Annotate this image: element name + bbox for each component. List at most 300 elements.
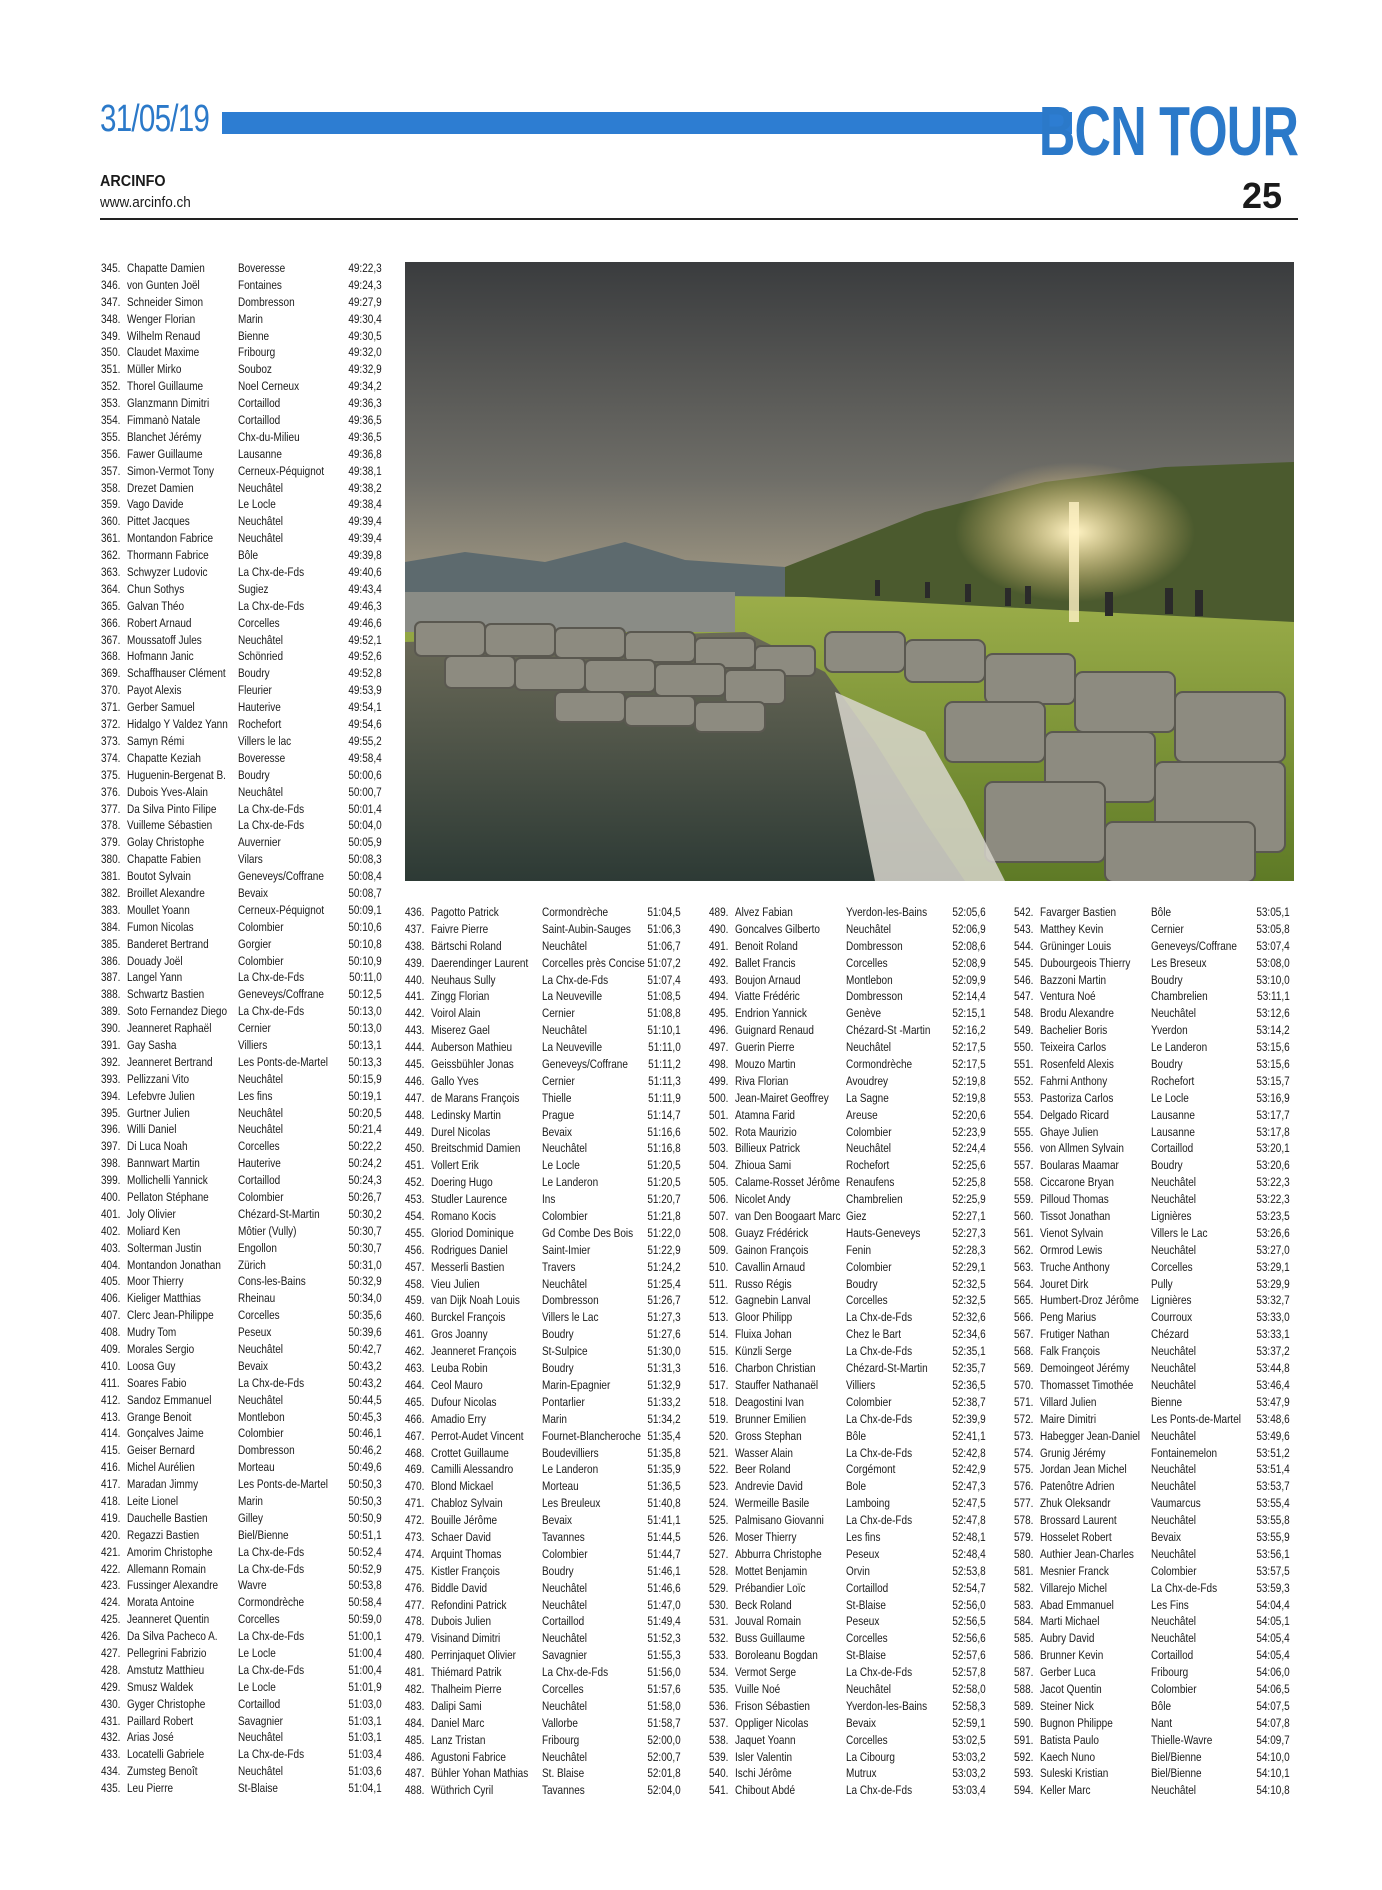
result-row — [101, 1375, 382, 1392]
result-row — [405, 1107, 681, 1124]
result-name: Da Silva Pinto Filipe — [127, 801, 217, 816]
result-name: van Den Boogaart Marc — [735, 1209, 841, 1224]
result-row — [101, 311, 382, 328]
result-city: Fontaines — [238, 277, 282, 292]
result-row — [405, 1732, 681, 1749]
result-city: Neuchâtel — [238, 1764, 284, 1779]
result-rank: 497. — [709, 1040, 729, 1055]
result-row — [101, 496, 382, 513]
result-name: Gonçalves Jaime — [127, 1426, 204, 1441]
result-rank: 367. — [101, 632, 121, 647]
result-row — [709, 1107, 986, 1124]
result-row — [405, 955, 681, 972]
result-rank: 464. — [405, 1377, 425, 1392]
result-city: La Chx-de-Fds — [846, 1344, 913, 1359]
result-name: Hosselet Robert — [1040, 1529, 1112, 1544]
result-rank: 368. — [101, 649, 121, 664]
result-rank: 473. — [405, 1529, 425, 1544]
result-row — [709, 1191, 986, 1208]
result-row — [101, 598, 382, 615]
result-row — [1014, 1428, 1290, 1445]
result-row — [101, 530, 382, 547]
result-row — [709, 1309, 986, 1326]
result-name: Dauchelle Bastien — [127, 1510, 208, 1525]
result-time: 52:16,2 — [952, 1023, 986, 1038]
result-rank: 586. — [1014, 1648, 1034, 1663]
result-rank: 349. — [101, 328, 121, 343]
result-row — [405, 1140, 681, 1157]
result-row — [101, 1628, 382, 1645]
result-name: Habegger Jean-Daniel — [1040, 1428, 1141, 1443]
result-time: 51:47,0 — [647, 1597, 681, 1612]
result-row — [1014, 1749, 1290, 1766]
result-row — [1014, 1276, 1290, 1293]
result-time: 52:48,4 — [952, 1546, 986, 1561]
result-name: Bugnon Philippe — [1040, 1715, 1113, 1730]
result-city: Cormondrèche — [846, 1057, 913, 1072]
result-city: Bôle — [1151, 1698, 1172, 1713]
result-city: Thielle — [542, 1090, 572, 1105]
result-city: La Cibourg — [846, 1749, 895, 1764]
result-time: 53:14,2 — [1256, 1023, 1290, 1038]
result-rank: 406. — [101, 1291, 121, 1306]
result-rank: 415. — [101, 1443, 121, 1458]
result-row — [709, 1461, 986, 1478]
result-name: Payot Alexis — [127, 683, 182, 698]
result-name: Pilloud Thomas — [1040, 1192, 1109, 1207]
result-city: La Chx-de-Fds — [238, 970, 305, 985]
result-name: Gallo Yves — [431, 1073, 479, 1088]
result-city: Gorgier — [238, 936, 272, 951]
result-rank: 381. — [101, 869, 121, 884]
result-city: Vaumarcus — [1151, 1496, 1201, 1511]
result-row — [1014, 1597, 1290, 1614]
result-row — [405, 1276, 681, 1293]
result-time: 49:30,4 — [348, 311, 382, 326]
result-name: Dufour Nicolas — [431, 1394, 497, 1409]
result-row — [1014, 1343, 1290, 1360]
result-row — [101, 1257, 382, 1274]
result-rank: 479. — [405, 1631, 425, 1646]
result-rank: 588. — [1014, 1681, 1034, 1696]
result-rank: 385. — [101, 936, 121, 951]
result-row — [101, 581, 382, 598]
result-rank: 463. — [405, 1361, 425, 1376]
result-row — [1014, 1411, 1290, 1428]
result-time: 52:59,1 — [952, 1715, 986, 1730]
result-name: Simon-Vermot Tony — [127, 463, 215, 478]
result-row — [709, 938, 986, 955]
result-name: Schneider Simon — [127, 294, 204, 309]
result-time: 54:09,7 — [1256, 1732, 1290, 1747]
result-time: 53:03,2 — [952, 1766, 986, 1781]
result-row — [101, 919, 382, 936]
result-rank: 361. — [101, 531, 121, 546]
result-name: Fussinger Alexandre — [127, 1578, 219, 1593]
result-time: 50:01,4 — [348, 801, 382, 816]
result-name: Bühler Yohan Mathias — [431, 1766, 529, 1781]
result-city: Cernier — [238, 1021, 271, 1036]
result-name: Zhuk Oleksandr — [1040, 1496, 1111, 1511]
result-name: Jaquet Yoann — [735, 1732, 796, 1747]
result-name: Regazzi Bastien — [127, 1527, 200, 1542]
result-city: Villers le lac — [238, 733, 292, 748]
result-rank: 590. — [1014, 1715, 1034, 1730]
result-rank: 589. — [1014, 1698, 1034, 1713]
result-city: Les Ponts-de-Martel — [1151, 1411, 1241, 1426]
result-name: Gerber Luca — [1040, 1665, 1096, 1680]
result-time: 52:58,3 — [952, 1698, 986, 1713]
result-name: Delgado Ricard — [1040, 1107, 1109, 1122]
result-rank: 556. — [1014, 1141, 1034, 1156]
result-time: 50:12,5 — [348, 987, 382, 1002]
result-row — [1014, 1563, 1290, 1580]
result-rank: 568. — [1014, 1344, 1034, 1359]
result-rank: 482. — [405, 1681, 425, 1696]
result-time: 53:46,4 — [1256, 1377, 1290, 1392]
result-row — [1014, 904, 1290, 921]
result-row — [709, 1411, 986, 1428]
result-time: 51:04,1 — [348, 1781, 382, 1796]
result-time: 52:14,4 — [952, 989, 986, 1004]
result-time: 53:20,1 — [1256, 1141, 1290, 1156]
result-name: Teixeira Carlos — [1040, 1040, 1107, 1055]
result-name: Wenger Florian — [127, 311, 196, 326]
result-city: St. Blaise — [542, 1766, 585, 1781]
result-city: Engollon — [238, 1240, 277, 1255]
result-time: 54:06,5 — [1256, 1681, 1290, 1696]
result-rank: 523. — [709, 1479, 729, 1494]
result-row — [709, 1394, 986, 1411]
result-time: 49:53,9 — [348, 683, 382, 698]
result-name: Blanchet Jérémy — [127, 429, 202, 444]
result-city: Bôle — [1151, 905, 1172, 919]
result-row — [1014, 1157, 1290, 1174]
result-name: Ventura Noé — [1040, 989, 1096, 1004]
result-rank: 566. — [1014, 1310, 1034, 1325]
result-time: 49:38,1 — [348, 463, 382, 478]
result-time: 52:27,3 — [952, 1225, 986, 1240]
result-rank: 543. — [1014, 921, 1034, 936]
result-city: Neuchâtel — [1151, 1631, 1197, 1646]
result-time: 52:08,6 — [952, 938, 986, 953]
result-city: Pontarlier — [542, 1394, 585, 1409]
result-row — [1014, 1782, 1290, 1799]
result-name: Thormann Fabrice — [127, 548, 209, 563]
result-time: 50:09,1 — [348, 902, 382, 917]
result-name: Gay Sasha — [127, 1037, 177, 1052]
result-name: Moliard Ken — [127, 1223, 181, 1238]
result-time: 53:37,2 — [1256, 1344, 1290, 1359]
result-name: Moser Thierry — [735, 1529, 797, 1544]
result-rank: 530. — [709, 1597, 729, 1612]
result-row — [709, 1276, 986, 1293]
result-row — [405, 1765, 681, 1782]
result-time: 53:55,4 — [1256, 1496, 1290, 1511]
result-row — [709, 1630, 986, 1647]
result-time: 51:49,4 — [647, 1614, 681, 1629]
result-city: Saint-Imier — [542, 1242, 591, 1257]
result-row — [101, 817, 382, 834]
result-row — [709, 1140, 986, 1157]
result-city: Vilars — [238, 852, 263, 867]
result-name: Blond Mickael — [431, 1479, 494, 1494]
result-row — [101, 1662, 382, 1679]
result-time: 50:10,8 — [348, 936, 382, 951]
result-city: Colombier — [1151, 1563, 1197, 1578]
result-row — [101, 1729, 382, 1746]
result-rank: 397. — [101, 1139, 121, 1154]
result-row — [101, 1206, 382, 1223]
result-rank: 577. — [1014, 1496, 1034, 1511]
result-time: 50:50,9 — [348, 1510, 382, 1525]
result-row — [1014, 972, 1290, 989]
result-time: 49:55,2 — [348, 733, 382, 748]
result-city: Neuchâtel — [1151, 1377, 1197, 1392]
result-rank: 575. — [1014, 1462, 1034, 1477]
result-name: Refondini Patrick — [431, 1597, 507, 1612]
result-time: 51:03,6 — [348, 1764, 382, 1779]
result-name: Gagnebin Lanval — [735, 1293, 811, 1308]
result-rank: 565. — [1014, 1293, 1034, 1308]
result-time: 53:23,5 — [1256, 1209, 1290, 1224]
result-name: Daniel Marc — [431, 1715, 485, 1730]
result-name: Beck Roland — [735, 1597, 792, 1612]
result-city: Boudry — [542, 1327, 574, 1342]
result-rank: 562. — [1014, 1242, 1034, 1257]
result-row — [405, 1698, 681, 1715]
result-rank: 372. — [101, 717, 121, 732]
result-row — [405, 1039, 681, 1056]
result-time: 50:30,2 — [348, 1206, 382, 1221]
result-row — [709, 1664, 986, 1681]
result-row — [101, 784, 382, 801]
result-city: Tavannes — [542, 1783, 585, 1798]
result-rank: 491. — [709, 938, 729, 953]
result-rank: 375. — [101, 767, 121, 782]
result-row — [101, 1273, 382, 1290]
result-row — [709, 1732, 986, 1749]
result-city: Fribourg — [238, 345, 276, 360]
result-rank: 489. — [709, 905, 729, 919]
website-link[interactable]: www.arcinfo.ch — [100, 194, 191, 211]
result-time: 49:43,4 — [348, 581, 382, 596]
result-row — [1014, 1546, 1290, 1563]
result-city: Neuchâtel — [846, 1141, 892, 1156]
header-bar — [222, 112, 1072, 134]
result-city: Geneveys/Coffrane — [1151, 938, 1237, 953]
result-time: 52:34,6 — [952, 1327, 986, 1342]
result-rank: 466. — [405, 1411, 425, 1426]
result-time: 49:58,4 — [348, 750, 382, 765]
result-city: La Chx-de-Fds — [238, 1662, 305, 1677]
result-name: Mollichelli Yannick — [127, 1173, 208, 1188]
result-city: Courroux — [1151, 1310, 1193, 1325]
result-name: Montandon Jonathan — [127, 1257, 221, 1272]
result-name: Clerc Jean-Philippe — [127, 1308, 214, 1323]
result-time: 50:42,7 — [348, 1342, 382, 1356]
result-rank: 363. — [101, 565, 121, 580]
result-city: Hauterive — [238, 700, 281, 715]
result-rank: 462. — [405, 1344, 425, 1359]
result-row — [1014, 1326, 1290, 1343]
result-name: Sandoz Emmanuel — [127, 1392, 212, 1407]
result-rank: 453. — [405, 1192, 425, 1207]
result-row — [101, 1037, 382, 1054]
result-row — [1014, 1715, 1290, 1732]
result-city: Chézard-St -Martin — [846, 1023, 931, 1038]
result-rank: 557. — [1014, 1158, 1034, 1173]
result-time: 50:30,7 — [348, 1240, 382, 1255]
result-name: Da Silva Pacheco A. — [127, 1629, 218, 1644]
result-city: Neuchâtel — [1151, 1361, 1197, 1376]
result-time: 51:00,1 — [348, 1629, 382, 1644]
result-time: 53:15,7 — [1256, 1073, 1290, 1088]
result-city: Neuchâtel — [1151, 1783, 1197, 1798]
result-name: Jean-Mairet Geoffrey — [735, 1090, 829, 1105]
result-time: 51:11,9 — [648, 1090, 681, 1105]
result-rank: 487. — [405, 1766, 425, 1781]
result-row — [405, 1073, 681, 1090]
result-time: 50:26,7 — [348, 1189, 382, 1204]
result-rank: 467. — [405, 1428, 425, 1443]
result-rank: 492. — [709, 955, 729, 970]
result-name: Palmisano Giovanni — [735, 1513, 824, 1528]
result-city: La Chx-de-Fds — [542, 1665, 609, 1680]
result-city: Cernier — [542, 1006, 575, 1021]
result-time: 52:47,5 — [952, 1496, 986, 1511]
result-name: Montandon Fabrice — [127, 531, 214, 546]
result-row — [1014, 1512, 1290, 1529]
result-row — [405, 1681, 681, 1698]
result-name: Gloriod Dominique — [431, 1225, 514, 1240]
result-name: Ceol Mauro — [431, 1377, 483, 1392]
result-city: Morteau — [542, 1479, 579, 1494]
result-name: Müller Mirko — [127, 362, 182, 377]
result-row — [101, 361, 382, 378]
result-rank: 371. — [101, 700, 121, 715]
result-name: Lanz Tristan — [431, 1732, 486, 1747]
result-time: 52:57,8 — [952, 1665, 986, 1680]
result-name: Dubois Yves-Alain — [127, 784, 208, 799]
result-rank: 416. — [101, 1460, 121, 1475]
result-rank: 584. — [1014, 1614, 1034, 1629]
result-time: 52:57,6 — [952, 1648, 986, 1663]
result-rank: 418. — [101, 1494, 121, 1509]
result-time: 53:57,5 — [1256, 1563, 1290, 1578]
result-row — [1014, 1495, 1290, 1512]
result-time: 50:00,6 — [348, 767, 382, 782]
result-rank: 347. — [101, 294, 121, 309]
result-name: Vermot Serge — [735, 1665, 797, 1680]
result-name: Broillet Alexandre — [127, 885, 205, 900]
result-time: 54:10,1 — [1256, 1766, 1290, 1781]
result-row — [405, 1292, 681, 1309]
result-name: Vuille Noé — [735, 1681, 781, 1696]
result-name: Mudry Tom — [127, 1325, 177, 1340]
result-row — [405, 1613, 681, 1630]
result-row — [709, 921, 986, 938]
result-city: Avoudrey — [846, 1073, 889, 1088]
result-rank: 410. — [101, 1358, 121, 1373]
result-city: Rheinau — [238, 1291, 276, 1306]
result-city: Corcelles — [846, 1293, 888, 1308]
result-rank: 480. — [405, 1648, 425, 1663]
result-name: Faivre Pierre — [431, 921, 489, 936]
result-name: Visinand Dimitri — [431, 1631, 501, 1646]
result-name: Wasser Alain — [735, 1445, 793, 1460]
result-row — [101, 1324, 382, 1341]
result-rank: 427. — [101, 1646, 121, 1661]
result-time: 49:30,5 — [348, 328, 382, 343]
result-row — [101, 1240, 382, 1257]
result-name: Michel Aurélien — [127, 1460, 195, 1475]
result-rank: 495. — [709, 1006, 729, 1021]
result-row — [101, 902, 382, 919]
result-time: 50:19,1 — [348, 1088, 382, 1103]
result-rank: 474. — [405, 1546, 425, 1561]
result-time: 53:55,9 — [1256, 1529, 1290, 1544]
result-row — [405, 1174, 681, 1191]
result-time: 52:42,8 — [952, 1445, 986, 1460]
result-time: 51:52,3 — [647, 1631, 681, 1646]
result-time: 50:22,2 — [348, 1139, 382, 1154]
result-name: Brunner Emilien — [735, 1411, 807, 1426]
result-rank: 443. — [405, 1023, 425, 1038]
result-city: Cortaillod — [238, 396, 281, 411]
result-name: Frison Sébastien — [735, 1698, 811, 1713]
result-name: Claudet Maxime — [127, 345, 200, 360]
result-name: Locatelli Gabriele — [127, 1747, 205, 1762]
result-name: Nicolet Andy — [735, 1192, 791, 1207]
result-time: 51:16,6 — [647, 1124, 681, 1139]
result-rank: 538. — [709, 1732, 729, 1747]
result-time: 49:39,4 — [348, 531, 382, 546]
result-row — [709, 1242, 986, 1259]
result-row — [405, 1360, 681, 1377]
result-name: Andrevie David — [735, 1479, 803, 1494]
result-city: Neuchâtel — [846, 1040, 892, 1055]
result-time: 53:20,6 — [1256, 1158, 1290, 1173]
result-row — [101, 1476, 382, 1493]
result-name: Robert Arnaud — [127, 615, 192, 630]
result-time: 50:34,0 — [348, 1291, 382, 1306]
result-name: Amadio Erry — [431, 1411, 486, 1426]
result-rank: 533. — [709, 1648, 729, 1663]
result-time: 53:15,6 — [1256, 1057, 1290, 1072]
result-name: Joly Olivier — [127, 1206, 176, 1221]
result-row — [405, 1394, 681, 1411]
result-row — [101, 851, 382, 868]
result-name: Pastoriza Carlos — [1040, 1090, 1114, 1105]
result-name: Wermeille Basile — [735, 1496, 810, 1511]
result-row — [101, 1392, 382, 1409]
result-rank: 519. — [709, 1411, 729, 1426]
result-city: Neuchâtel — [238, 632, 284, 647]
result-name: Bazzoni Martin — [1040, 972, 1107, 987]
result-rank: 485. — [405, 1732, 425, 1747]
result-city: Dombresson — [542, 1293, 599, 1308]
result-row — [709, 1782, 986, 1799]
result-row — [405, 1157, 681, 1174]
result-time: 50:59,0 — [348, 1612, 382, 1627]
result-rank: 576. — [1014, 1479, 1034, 1494]
result-name: Buss Guillaume — [735, 1631, 805, 1646]
result-rank: 503. — [709, 1141, 729, 1156]
result-name: Fahrni Anthony — [1040, 1073, 1108, 1088]
result-time: 51:14,7 — [647, 1107, 681, 1122]
result-city: Marin — [238, 311, 263, 326]
